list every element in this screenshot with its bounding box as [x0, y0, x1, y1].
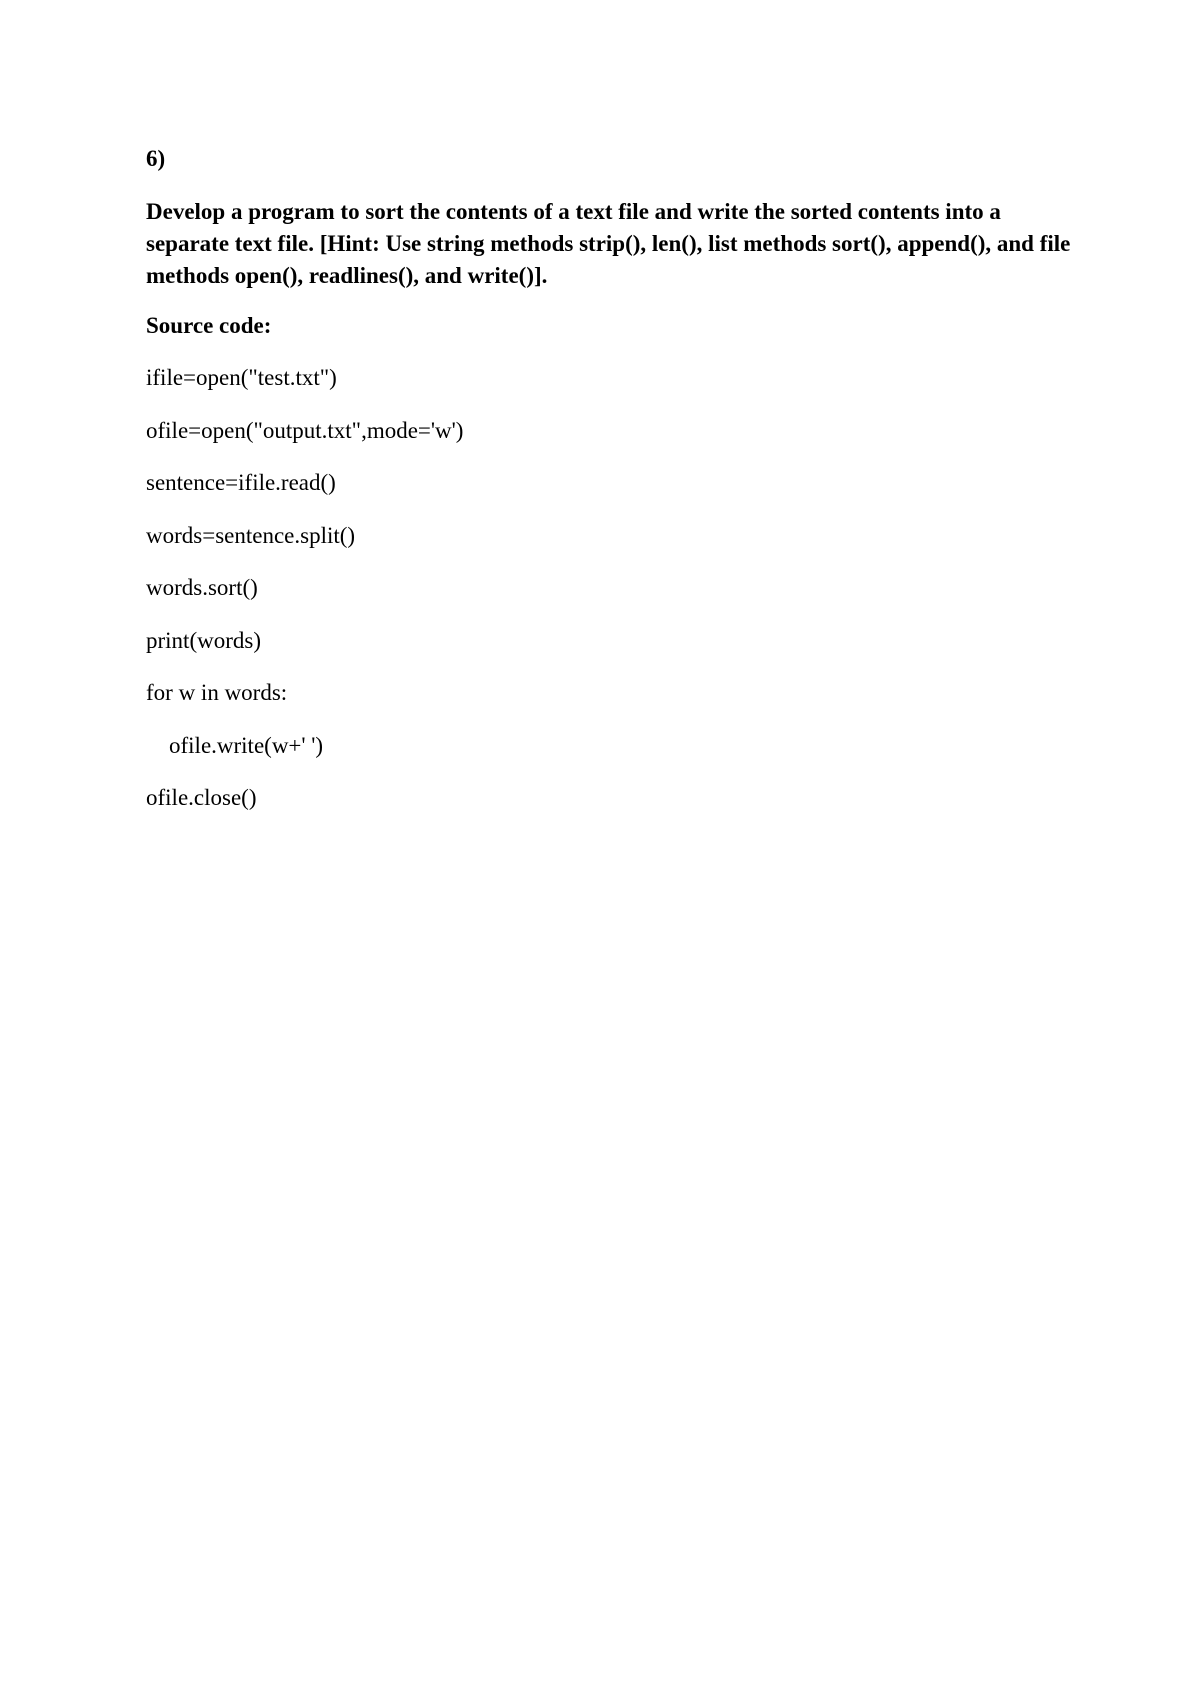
document-content	[146, 144, 1076, 836]
code-line: words=sentence.split()	[146, 522, 356, 548]
question-number: 6)	[146, 146, 166, 171]
source-code-label: Source code:	[146, 313, 272, 338]
code-line: ifile=open("test.txt")	[146, 365, 337, 390]
code-line: for w in words:	[146, 680, 288, 705]
code-line: words.sort()	[146, 575, 258, 600]
code-line: ofile.close()	[146, 785, 257, 810]
code-line: sentence=ifile.read()	[146, 470, 336, 495]
question-text: Develop a program to sort the contents of a text file and write the sorted contents into a separate text file. [Hint: Use string methods strip(), len(), list methods sort(), append(), and file methods open(), readlines(), and write()].	[146, 199, 1071, 288]
code-line: print(words)	[146, 627, 261, 653]
code-line: ofile.write(w+' ')	[146, 732, 324, 758]
code-line: ofile=open("output.txt",mode='w')	[146, 417, 464, 443]
source-code-block	[146, 363, 1076, 813]
